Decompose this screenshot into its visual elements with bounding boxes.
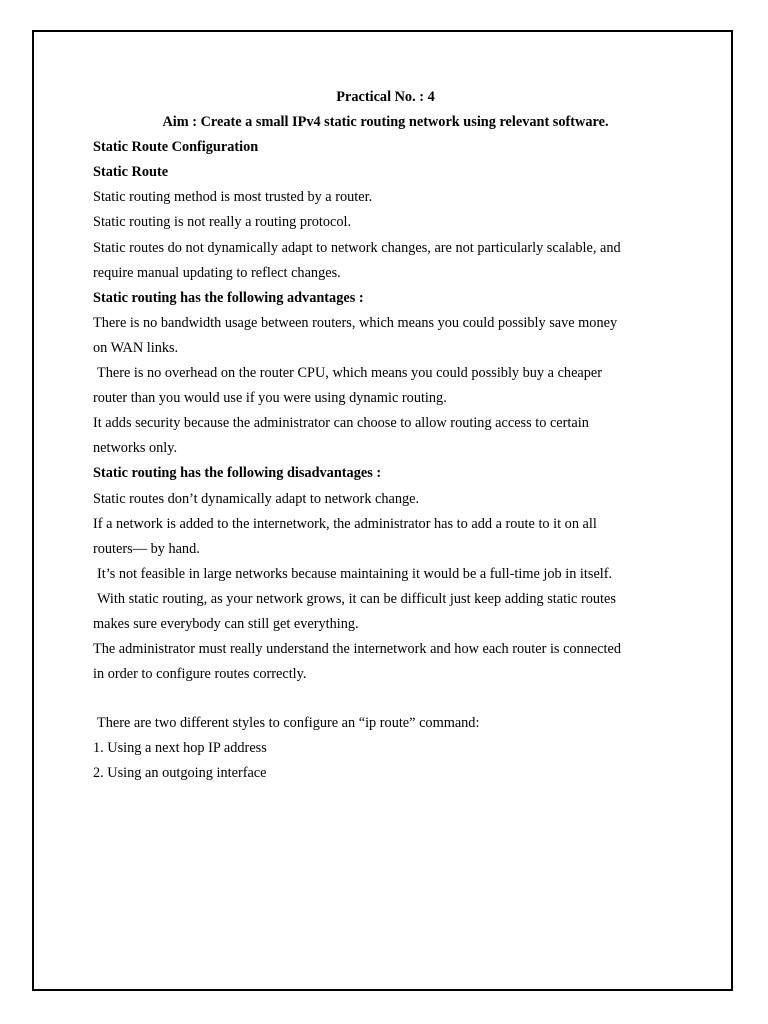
disadvantages-heading: Static routing has the following disadvantages :	[93, 465, 382, 482]
document-body	[93, 85, 678, 786]
advantage-line: It adds security because the administrator can choose to allow routing access to certain	[93, 415, 589, 432]
disadvantage-line: routers— by hand.	[93, 540, 200, 557]
advantage-line: router than you would use if you were using dynamic routing.	[93, 390, 447, 407]
practical-title: Practical No. : 4	[336, 89, 435, 105]
intro-line: require manual updating to reflect changes.	[93, 264, 341, 281]
heading-static-route-configuration: Static Route Configuration	[93, 139, 259, 156]
advantage-line: There is no overhead on the router CPU, which means you could possibly buy a cheaper	[97, 365, 603, 382]
advantage-line: networks only.	[93, 440, 178, 457]
disadvantage-line: makes sure everybody can still get everything.	[93, 615, 359, 632]
disadvantage-line: If a network is added to the internetwork, the administrator has to add a route to it on all	[93, 515, 597, 532]
disadvantage-line: in order to configure routes correctly.	[93, 666, 307, 683]
intro-line: Static routes do not dynamically adapt to network changes, are not particularly scalable, and	[93, 239, 621, 256]
disadvantage-line: Static routes don’t dynamically adapt to network change.	[93, 490, 420, 507]
intro-line: Static routing is not really a routing protocol.	[93, 214, 352, 231]
disadvantage-line: It’s not feasible in large networks because maintaining it would be a full-time job in itself.	[97, 565, 613, 582]
style-item: 1. Using a next hop IP address	[93, 739, 267, 756]
advantage-line: on WAN links.	[93, 339, 179, 356]
disadvantage-line: The administrator must really understand the internetwork and how each router is connected	[93, 641, 622, 658]
heading-static-route: Static Route	[93, 164, 169, 181]
aim-statement: Aim : Create a small IPv4 static routing network using relevant software.	[162, 114, 609, 131]
blank-spacer	[93, 687, 678, 711]
advantages-heading: Static routing has the following advantages :	[93, 289, 364, 306]
disadvantage-line: With static routing, as your network grows, it can be difficult just keep adding static routes	[97, 590, 616, 607]
intro-line: Static routing method is most trusted by a router.	[93, 189, 373, 206]
advantage-line: There is no bandwidth usage between routers, which means you could possibly save money	[93, 314, 618, 331]
style-item: 2. Using an outgoing interface	[93, 764, 267, 781]
styles-intro: There are two different styles to configure an “ip route” command:	[97, 714, 480, 731]
